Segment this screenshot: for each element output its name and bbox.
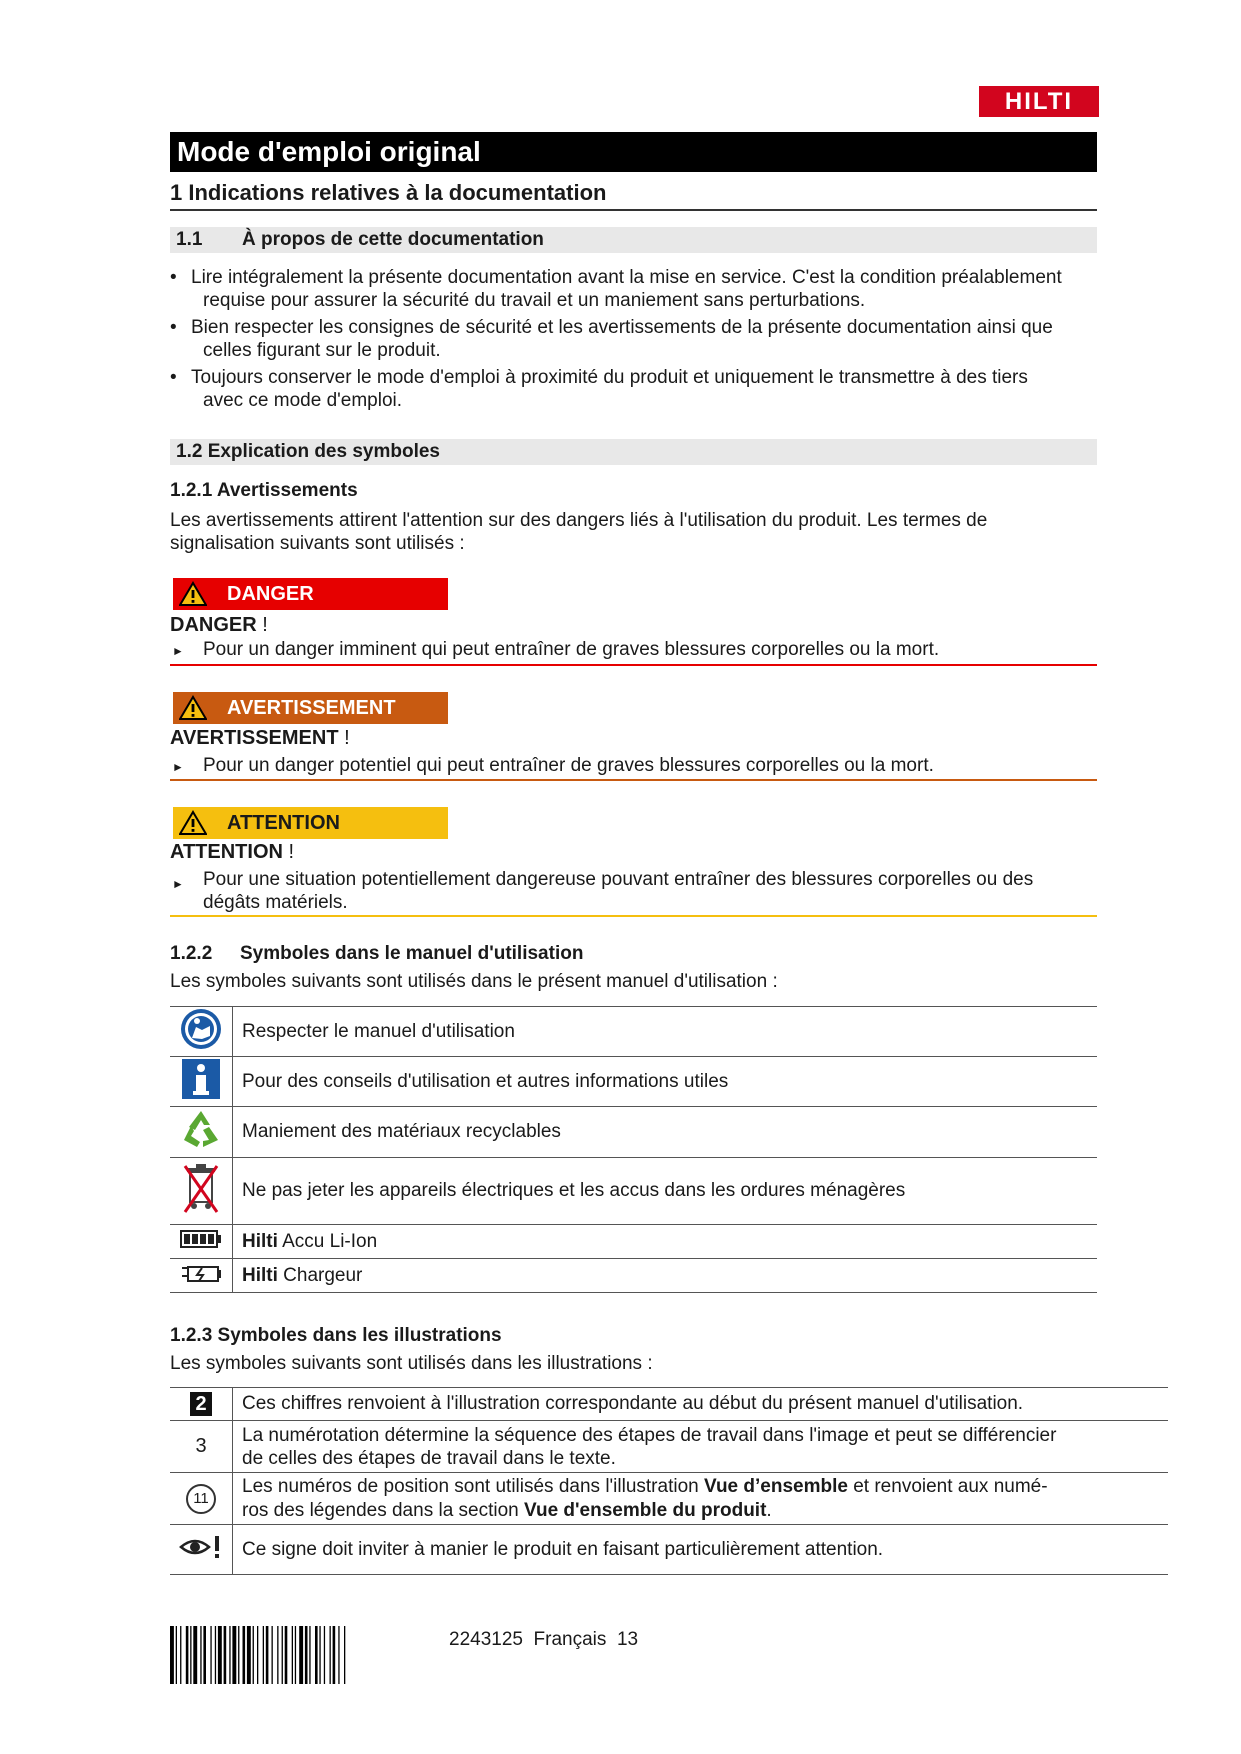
symbol-description: Ne pas jeter les appareils électriques et les accus dans les ordures ménagères xyxy=(233,1158,1098,1225)
signal-word: AVERTISSEMENT xyxy=(227,696,396,719)
subsection-1-2: 1.2 Explication des symboles xyxy=(170,439,1097,465)
avertissement-text xyxy=(170,755,1097,777)
text-part: . xyxy=(766,1499,772,1521)
table-row xyxy=(170,1158,1097,1225)
avertissement-label xyxy=(173,692,448,724)
subsection-1-2-2-title xyxy=(170,943,583,965)
arrow-icon: ► xyxy=(172,877,184,891)
illustration-symbols-intro: Les symboles suivants sont utilisés dans les illustrations : xyxy=(170,1353,653,1374)
info-icon xyxy=(182,1059,220,1099)
logo-text: HILTI xyxy=(1004,87,1074,115)
warning-text: Pour une situation potentiellement dangereuse pouvant entraîner des blessures corporelles ou des xyxy=(203,869,1034,890)
eye-warning-icon xyxy=(179,1534,223,1560)
icon-cell xyxy=(170,1259,233,1293)
arrow-icon: ► xyxy=(172,644,184,658)
icon-cell xyxy=(170,1107,233,1158)
position-number-icon: 11 xyxy=(186,1484,216,1514)
attention-heading xyxy=(170,841,294,864)
icon-cell xyxy=(170,1525,233,1575)
description-line: La numérotation détermine la séquence des étapes de travail dans l'image et peut se différencier xyxy=(242,1424,1057,1446)
description-line xyxy=(242,1475,1168,1499)
figure-number-icon: 2 xyxy=(190,1392,212,1416)
brand-word: Hilti xyxy=(242,1264,278,1286)
warning-triangle-icon xyxy=(179,581,207,607)
exclamation: ! xyxy=(262,614,268,636)
icon-cell xyxy=(170,1057,233,1107)
arrow-icon: ► xyxy=(172,760,184,774)
symbol-description: Ces chiffres renvoient à l'illustration correspondante au début du présent manuel d'utilisation. xyxy=(233,1388,1169,1421)
text-part-bold: Vue d'ensemble du produit xyxy=(524,1499,767,1521)
subsection-1-1 xyxy=(170,227,1097,253)
table-row xyxy=(170,1057,1097,1107)
symbol-description: Respecter le manuel d'utilisation xyxy=(233,1007,1098,1057)
table-row xyxy=(170,1225,1097,1259)
avertissement-rule xyxy=(170,779,1097,781)
text-part: Les numéros de position sont utilisés dans l'illustration xyxy=(242,1475,704,1497)
symbol-description: Pour des conseils d'utilisation et autres informations utiles xyxy=(233,1057,1098,1107)
attention-rule xyxy=(170,915,1097,917)
list-item: • Toujours conserver le mode d'emploi à proximité du produit et uniquement le transmettre à des tiers avec ce mode d'emploi. xyxy=(170,366,1168,412)
avertissement-heading xyxy=(170,727,350,750)
danger-heading xyxy=(170,614,268,637)
hilti-logo xyxy=(979,86,1099,117)
table-row xyxy=(170,1473,1168,1525)
icon-cell xyxy=(170,1473,233,1525)
danger-label xyxy=(173,578,448,610)
bullet-line: Bien respecter les consignes de sécurité et les avertissements de la présente documentation ainsi que xyxy=(191,317,1053,338)
signal-word: ATTENTION xyxy=(227,811,340,834)
text-part-bold: Vue d’ensemble xyxy=(703,1475,848,1497)
bullet-line: celles figurant sur le produit. xyxy=(203,340,441,361)
icon-cell xyxy=(170,1007,233,1057)
subsection-1-2-1-title: 1.2.1 Avertissements xyxy=(170,480,358,501)
symbol-text: Accu Li-Ion xyxy=(282,1230,378,1252)
attention-label xyxy=(173,807,448,839)
symbol-description xyxy=(233,1259,1098,1293)
text-part: et renvoient aux numé- xyxy=(847,1475,1048,1497)
text-part: ros des légendes dans la section xyxy=(242,1499,525,1521)
table-row xyxy=(170,1525,1168,1575)
step-number-icon: 3 xyxy=(170,1421,233,1473)
description-line xyxy=(242,1499,1168,1523)
signal-word: DANGER xyxy=(227,582,314,605)
intro-line: Les avertissements attirent l'attention sur des dangers liés à l'utilisation du produit. Les termes de xyxy=(170,510,988,531)
barcode xyxy=(170,1626,426,1684)
symbol-description: Maniement des matériaux recyclables xyxy=(233,1107,1098,1158)
table-row xyxy=(170,1007,1097,1057)
subsection-title: Symboles dans le manuel d'utilisation xyxy=(240,943,584,964)
bullet-line: Toujours conserver le mode d'emploi à proximité du produit et uniquement le transmettre à des tiers xyxy=(191,367,1028,388)
signal-heading: ATTENTION xyxy=(170,841,283,863)
bullet-line: avec ce mode d'emploi. xyxy=(203,390,403,411)
list-item: • Bien respecter les consignes de sécurité et les avertissements de la présente documentation ainsi que celles figurant sur le produit. xyxy=(170,316,1168,362)
subsection-1-2-3-title: 1.2.3 Symboles dans les illustrations xyxy=(170,1325,502,1346)
charger-icon xyxy=(180,1262,222,1284)
table-row xyxy=(170,1421,1168,1473)
symbol-description: Ce signe doit inviter à manier le produit en faisant particulièrement attention. xyxy=(233,1525,1169,1575)
page-title: Mode d'emploi original xyxy=(170,132,1097,172)
attention-text xyxy=(170,868,1097,914)
subsection-title: À propos de cette documentation xyxy=(242,229,544,250)
brand-word: Hilti xyxy=(242,1230,278,1252)
icon-cell xyxy=(170,1388,233,1421)
symbol-description xyxy=(233,1421,1169,1473)
divider xyxy=(170,209,1097,211)
warning-text: Pour un danger imminent qui peut entraîner de graves blessures corporelles ou la mort. xyxy=(203,639,940,660)
footer-info xyxy=(449,1629,638,1651)
crossed-bin-icon xyxy=(181,1160,221,1216)
signal-heading: AVERTISSEMENT xyxy=(170,727,339,749)
signal-heading: DANGER xyxy=(170,614,257,636)
warnings-intro xyxy=(170,509,1097,555)
page-number: 13 xyxy=(616,1629,639,1650)
bullet-line: requise pour assurer la sécurité du travail et un maniement sans perturbations. xyxy=(203,290,866,311)
table-row xyxy=(170,1388,1168,1421)
warning-triangle-icon xyxy=(179,810,207,836)
recycle-icon xyxy=(180,1108,222,1150)
symbols-intro: Les symboles suivants sont utilisés dans le présent manuel d'utilisation : xyxy=(170,971,778,992)
warning-triangle-icon xyxy=(179,695,207,721)
icon-cell xyxy=(170,1158,233,1225)
symbol-text: Chargeur xyxy=(283,1264,363,1286)
manual-icon xyxy=(180,1008,222,1050)
bullet-line: Lire intégralement la présente documentation avant la mise en service. C'est la condition préalablement xyxy=(191,267,1062,288)
illustration-symbols-table xyxy=(170,1387,1168,1575)
symbol-description xyxy=(233,1473,1169,1525)
symbol-description xyxy=(233,1225,1098,1259)
warning-text: dégâts matériels. xyxy=(203,892,348,913)
battery-icon xyxy=(180,1230,222,1248)
warning-text: Pour un danger potentiel qui peut entraîner de graves blessures corporelles ou la mort. xyxy=(203,755,934,776)
danger-text xyxy=(170,639,1097,661)
list-item: • Lire intégralement la présente documentation avant la mise en service. C'est la condition préalablement requise pour assurer la sécurité du travail et un maniement sans perturbations. xyxy=(170,266,1168,312)
exclamation: ! xyxy=(288,841,295,863)
description-line: de celles des étapes de travail dans le texte. xyxy=(242,1447,616,1469)
subsection-number: 1.1 xyxy=(176,229,203,250)
subsection-number: 1.2.2 xyxy=(170,943,213,964)
table-row xyxy=(170,1107,1097,1158)
section-heading: 1 Indications relatives à la documentation xyxy=(170,180,607,205)
exclamation: ! xyxy=(344,727,350,749)
intro-line: signalisation suivants sont utilisés : xyxy=(170,533,465,554)
table-row xyxy=(170,1259,1097,1293)
language: Français xyxy=(533,1629,607,1650)
icon-cell xyxy=(170,1225,233,1259)
manual-symbols-table xyxy=(170,1006,1097,1293)
doc-number: 2243125 xyxy=(449,1629,523,1650)
danger-rule xyxy=(170,664,1097,666)
